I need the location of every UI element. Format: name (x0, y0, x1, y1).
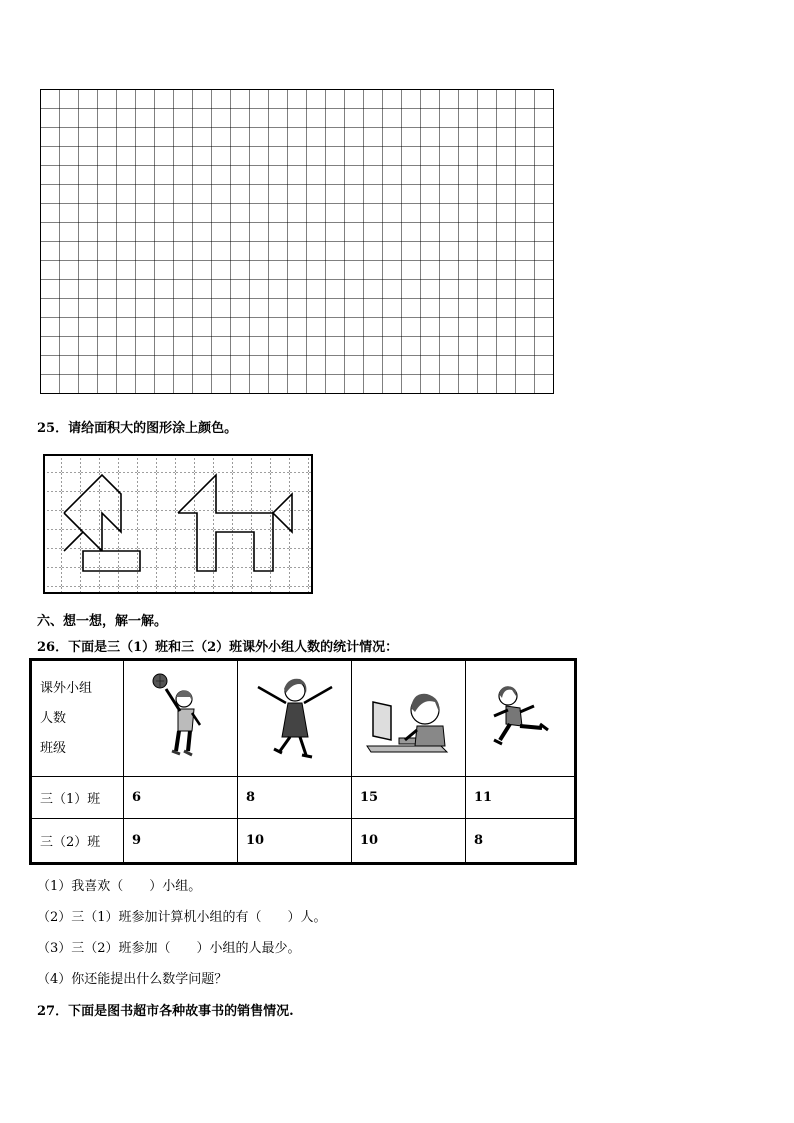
header-class-label: 班级 (40, 740, 67, 756)
value-cell: 11 (466, 777, 576, 819)
diagonal-header (31, 660, 124, 777)
question-27-title: 27．下面是图书超市各种故事书的销售情况. (37, 1004, 294, 1019)
group-basketball (124, 660, 238, 777)
table-row (31, 777, 576, 819)
blank-square-grid (40, 89, 556, 397)
sub-question-4: （4）你还能提出什么数学问题？ (37, 972, 228, 987)
sub-question-3: （3）三（2）班参加（ ）小组的人最少。 (37, 941, 301, 956)
table-row (31, 819, 576, 864)
computer-boy-icon (361, 672, 456, 762)
value-cell: 9 (124, 819, 238, 864)
table-header-row (31, 660, 576, 777)
header-groups-label: 课外小组 (40, 680, 93, 696)
value-cell: 15 (352, 777, 466, 819)
group-computer (352, 660, 466, 777)
value-cell: 8 (238, 777, 352, 819)
section-6-title: 六、想一想，解一解。 (37, 614, 168, 629)
basketball-icon (146, 669, 216, 764)
question-26-title: 26．下面是三（1）班和三（2）班课外小组人数的统计情况： (37, 640, 399, 655)
stats-table (29, 658, 577, 865)
class-label: 三（2）班 (31, 819, 124, 864)
class-label: 三（1）班 (31, 777, 124, 819)
sub-question-1: （1）我喜欢（ ）小组。 (37, 879, 202, 894)
value-cell: 6 (124, 777, 238, 819)
value-cell: 10 (352, 819, 466, 864)
group-running (466, 660, 576, 777)
dotted-grid-figures (42, 453, 314, 595)
question-25-title: 25．请给面积大的图形涂上颜色。 (37, 421, 238, 436)
dancing-girl-icon (250, 669, 340, 764)
running-boy-icon (480, 682, 560, 752)
header-count-label: 人数 (40, 710, 67, 726)
value-cell: 8 (466, 819, 576, 864)
group-dance (238, 660, 352, 777)
value-cell: 10 (238, 819, 352, 864)
sub-question-2: （2）三（1）班参加计算机小组的有（ ）人。 (37, 910, 327, 925)
